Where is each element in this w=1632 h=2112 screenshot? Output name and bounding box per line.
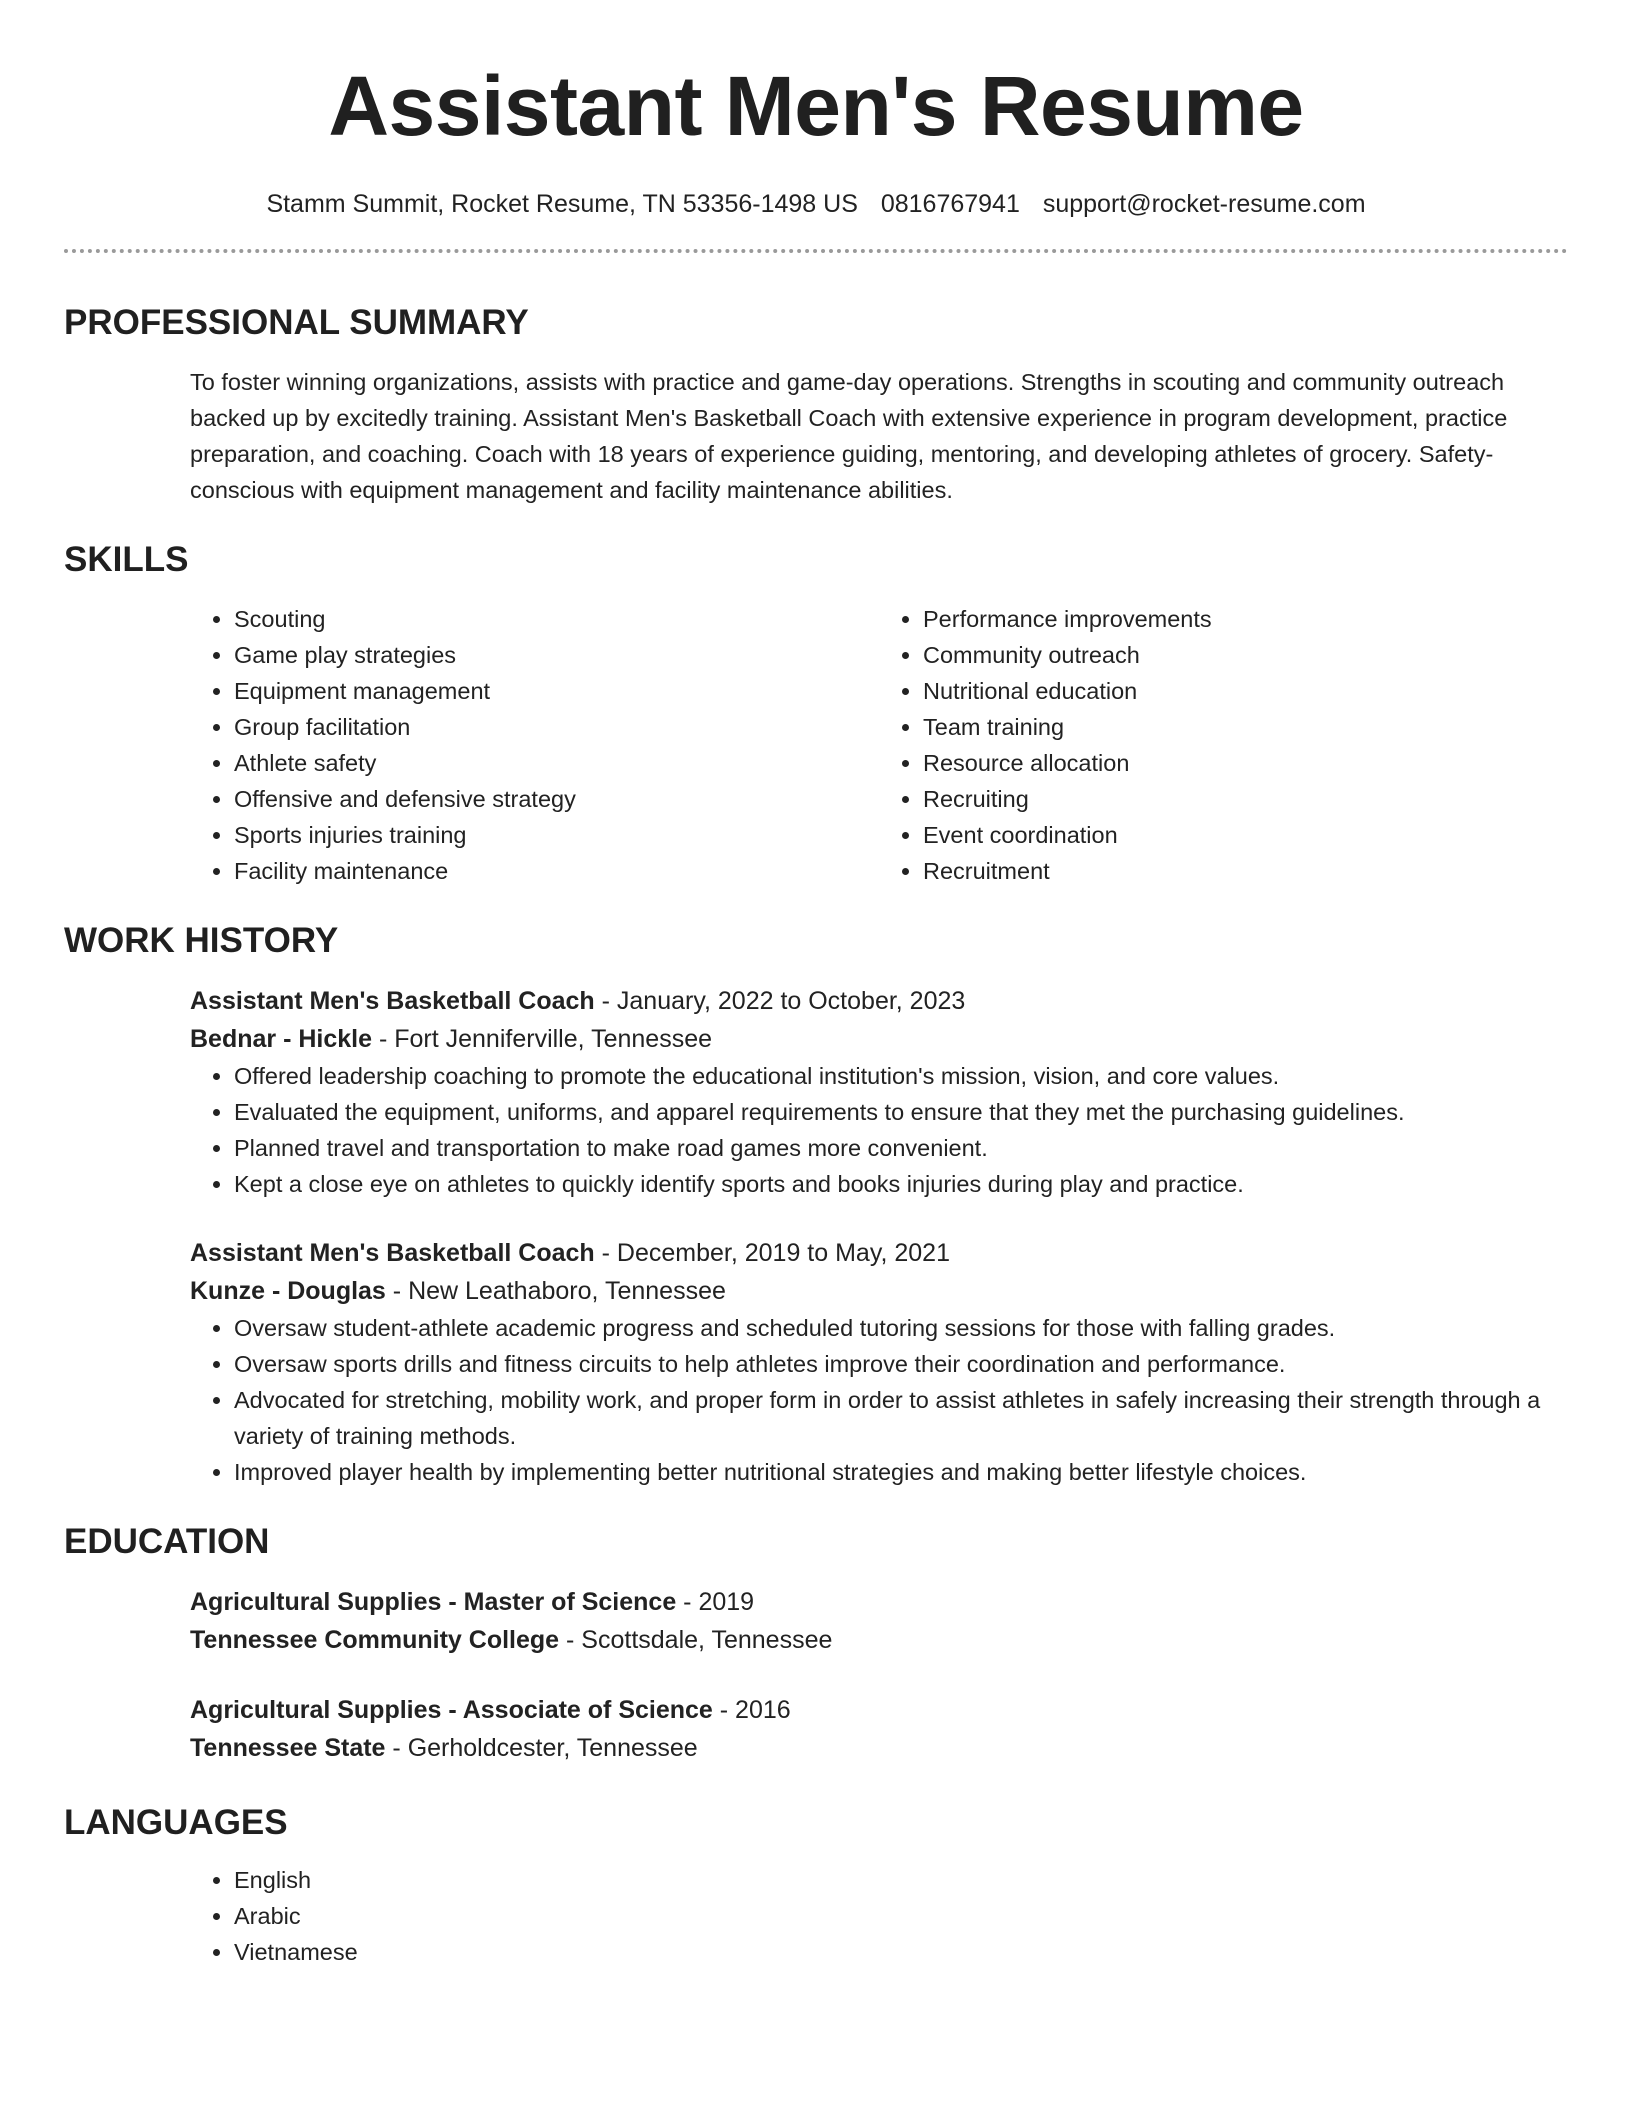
job-bullet: • Improved player health by implementing better nutritional strategies and making better lifestyle choices.	[234, 1454, 1568, 1490]
skill-item: • Resource allocation	[923, 745, 1568, 781]
education-year: 2016	[735, 1696, 791, 1724]
skill-item: • Facility maintenance	[234, 853, 879, 889]
job-dates: December, 2019 to May, 2021	[616, 1239, 950, 1267]
language-item: • English	[234, 1862, 1568, 1898]
job-bullet: • Evaluated the equipment, uniforms, and apparel requirements to ensure that they met the purchasing guidelines.	[234, 1094, 1568, 1130]
education-school: Tennessee State	[190, 1734, 386, 1762]
language-item: • Vietnamese	[234, 1934, 1568, 1970]
education-school: Tennessee Community College	[190, 1626, 560, 1654]
skill-item: • Recruiting	[923, 781, 1568, 817]
education-entry	[190, 1691, 1568, 1767]
skill-item: • Equipment management	[234, 673, 879, 709]
job-bullet: • Planned travel and transportation to make road games more convenient.	[234, 1130, 1568, 1166]
contact-email: support@rocket-resume.com	[1042, 190, 1366, 218]
education-degree: Agricultural Supplies - Master of Science	[190, 1588, 677, 1616]
education-degree-line: Agricultural Supplies - Associate of Science - 2016	[190, 1696, 791, 1724]
summary-text: To foster winning organizations, assists with practice and game-day operations. Strengths in scouting and community outreach backed up by excitedly training. Assistant Men's Basketball Coach with extensive experience in program development, practice preparation, and coaching. Coach with 18 years of experience guiding, mentoring, and developing athletes of grocery. Safety-conscious with equipment management and facility maintenance abilities.	[190, 369, 1508, 503]
skill-item: • Community outreach	[923, 637, 1568, 673]
job-bullet: • Offered leadership coaching to promote the educational institution's mission, vision, and core values.	[234, 1058, 1568, 1094]
job-bullet: • Oversaw student-athlete academic progress and scheduled tutoring sessions for those with falling grades.	[234, 1310, 1568, 1346]
section-title-work-history: WORK HISTORY	[64, 921, 339, 960]
job-role: Assistant Men's Basketball Coach	[190, 987, 595, 1015]
contact-address: Stamm Summit, Rocket Resume, TN 53356-1498 US	[266, 190, 858, 218]
section-title-education: EDUCATION	[64, 1522, 270, 1561]
skill-item: • Nutritional education	[923, 673, 1568, 709]
resume-title: Assistant Men's Resume	[328, 59, 1304, 153]
job-company-line: Kunze - Douglas - New Leathaboro, Tennessee	[190, 1277, 726, 1305]
skill-item: • Team training	[923, 709, 1568, 745]
education-school-line: Tennessee Community College - Scottsdale, Tennessee	[190, 1626, 833, 1654]
education-entry	[190, 1583, 1568, 1659]
job-bullet: • Advocated for stretching, mobility work, and proper form in order to assist athletes in safely increasing their strength through a variety of training methods.	[234, 1382, 1568, 1454]
job-title-line: Assistant Men's Basketball Coach - December, 2019 to May, 2021	[190, 1239, 950, 1267]
skill-item: • Offensive and defensive strategy	[234, 781, 879, 817]
education-degree: Agricultural Supplies - Associate of Science	[190, 1696, 713, 1724]
skill-item: • Group facilitation	[234, 709, 879, 745]
skill-item: • Performance improvements	[923, 601, 1568, 637]
contact-line	[64, 190, 1568, 219]
job-company: Bednar - Hickle	[190, 1025, 373, 1053]
job-company-line: Bednar - Hickle - Fort Jenniferville, Tennessee	[190, 1025, 712, 1053]
job-bullets	[190, 1310, 1568, 1490]
job-company: Kunze - Douglas	[190, 1277, 386, 1305]
education-degree-line: Agricultural Supplies - Master of Science - 2019	[190, 1588, 755, 1616]
job-bullet: • Oversaw sports drills and fitness circuits to help athletes improve their coordination and performance.	[234, 1346, 1568, 1382]
job-entry	[190, 1234, 1568, 1490]
job-entry	[190, 982, 1568, 1202]
header-divider	[64, 249, 1568, 253]
job-bullets	[190, 1058, 1568, 1202]
job-location: New Leathaboro, Tennessee	[408, 1277, 726, 1305]
language-item: • Arabic	[234, 1898, 1568, 1934]
skills-list	[190, 601, 1568, 889]
skill-item: • Scouting	[234, 601, 879, 637]
job-bullet: • Kept a close eye on athletes to quickly identify sports and books injuries during play and practice.	[234, 1166, 1568, 1202]
job-title-line: Assistant Men's Basketball Coach - January, 2022 to October, 2023	[190, 987, 966, 1015]
education-location: Gerholdcester, Tennessee	[407, 1734, 698, 1762]
education-school-line: Tennessee State - Gerholdcester, Tennessee	[190, 1734, 698, 1762]
skill-item: • Athlete safety	[234, 745, 879, 781]
job-location: Fort Jenniferville, Tennessee	[394, 1025, 712, 1053]
skill-item: • Event coordination	[923, 817, 1568, 853]
skill-item: • Sports injuries training	[234, 817, 879, 853]
skills-column-right	[879, 601, 1568, 889]
skill-item: • Recruitment	[923, 853, 1568, 889]
languages-list	[190, 1862, 1568, 1970]
section-title-skills: SKILLS	[64, 540, 189, 579]
education-location: Scottsdale, Tennessee	[581, 1626, 833, 1654]
skills-column-left	[190, 601, 879, 889]
job-role: Assistant Men's Basketball Coach	[190, 1239, 595, 1267]
skill-item: • Game play strategies	[234, 637, 879, 673]
job-dates: January, 2022 to October, 2023	[616, 987, 966, 1015]
contact-phone: 0816767941	[880, 190, 1020, 218]
section-title-languages: LANGUAGES	[64, 1803, 288, 1842]
section-title-summary: PROFESSIONAL SUMMARY	[64, 303, 529, 342]
education-year: 2019	[698, 1588, 755, 1616]
